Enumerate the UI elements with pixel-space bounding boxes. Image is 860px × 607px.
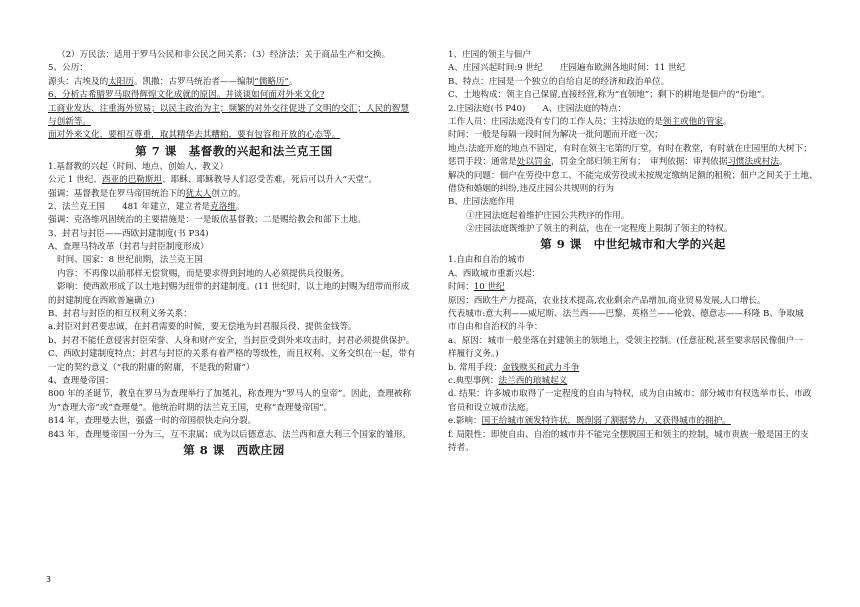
text-run: A、西欧城市重新兴起： xyxy=(448,268,541,279)
text-line xyxy=(448,157,818,167)
text-line xyxy=(448,403,818,413)
text-line xyxy=(448,90,818,100)
text-line xyxy=(448,296,818,306)
text-run: 的封建制度在西欧普遍确立) xyxy=(48,295,155,306)
text-run: 创立的。 xyxy=(211,188,246,199)
text-line xyxy=(48,322,420,332)
underlined-text: 西亚的巴勒斯坦 xyxy=(101,175,163,186)
text-line xyxy=(48,90,420,100)
text-line xyxy=(48,242,420,252)
text-line xyxy=(448,269,818,279)
text-run: 4、查理曼帝国： xyxy=(48,375,114,386)
text-line xyxy=(48,117,420,127)
text-run: 814 年，查理曼去世，强盛一时的帝国很快走向分裂。 xyxy=(48,416,257,427)
text-run: 2、法兰克王国 481 年建立，建立者是 xyxy=(48,201,211,212)
text-run: 持者。 xyxy=(448,442,474,453)
text-line xyxy=(48,77,420,87)
text-line xyxy=(48,215,420,225)
text-run: 3、封君与封臣——西欧封建制度(书 P34) xyxy=(48,228,209,239)
text-run: 官员和设立城市法庭。 xyxy=(448,402,534,413)
text-line xyxy=(48,175,420,185)
text-run: A、查理马特改革（封君与封臣制度形成） xyxy=(48,242,209,253)
text-run: 为“查理大帝”或“查理曼”。他统治时期的法兰克王国，史称“查理曼帝国”。 xyxy=(48,402,333,413)
text-line xyxy=(448,104,818,114)
text-run: 5、公历： xyxy=(48,63,88,74)
text-line xyxy=(48,50,420,60)
text-line xyxy=(48,363,420,373)
lesson-heading: 第 9 课 中世纪城市和大学的兴起 xyxy=(540,237,726,252)
text-run: e.影响： xyxy=(448,416,482,427)
text-line xyxy=(448,224,818,234)
text-line xyxy=(448,211,818,221)
text-run: 。 xyxy=(723,116,732,127)
underlined-text: 10 世纪 xyxy=(473,282,505,293)
text-run: 2.庄园法庭(书 P40) A、庄园法庭的特点： xyxy=(448,103,627,114)
text-run: ②庄园法庭既维护了领主的利益，也在一定程度上限制了领主的特权。 xyxy=(466,224,733,235)
text-run: 代表城市:意大利——威尼斯、法兰西——巴黎、英格兰——伦敦、德意志——科隆 B、争取城 xyxy=(448,309,804,320)
text-run: 。凯撒：古罗马统治者——编制 xyxy=(133,76,255,87)
underlined-text: 工商业发达、注重海外贸易；以民主政治为主；频繁的对外交往促进了文明的交汇；人民的智慧 xyxy=(48,103,409,114)
lesson-heading: 第 8 课 西欧庄园 xyxy=(183,442,285,457)
text-run: ，罚金全部归领主所有； 审判依据：审判依据 xyxy=(551,157,728,168)
text-line xyxy=(48,104,420,114)
text-run: 原因：西欧生产力提高，农业技术提高,农业剩余产品增加,商业贸易发展,人口增长。 xyxy=(448,295,766,306)
text-run: 时间： xyxy=(448,282,474,293)
text-line xyxy=(48,336,420,346)
text-line xyxy=(448,63,818,73)
text-run: A、庄园兴起时间:9 世纪 庄园遍布欧洲各地时间：11 世纪 xyxy=(448,63,686,74)
text-run: a.封臣对封君要忠诚，在封君需要的时候，要无偿地为封君服兵役、提供金钱等。 xyxy=(48,322,357,333)
text-run: 1、庄园的领主与佃户 xyxy=(448,50,531,60)
right-column xyxy=(448,50,818,456)
underlined-text: 克洛维 xyxy=(210,201,236,212)
text-run: 800 年的圣诞节，教皇在罗马为查理举行了加冕礼，称查理为“罗马人的皇帝”。因此，查理被称 xyxy=(48,389,412,400)
text-line xyxy=(448,130,818,140)
text-line xyxy=(48,229,420,239)
text-run: 地点:法庭开庭的地点不固定，有时在领主宅第的厅堂，有时在教堂，有时就在庄园里的大树下； xyxy=(448,143,812,154)
text-line xyxy=(448,144,818,154)
underlined-text: 太阳历 xyxy=(108,76,134,87)
text-line xyxy=(48,403,420,413)
text-run: 时间、国家：8 世纪前期，法兰克王国 xyxy=(57,255,203,266)
text-run: 借贷和婚姻的纠纷,违反庄园公共规则的行为 xyxy=(448,183,615,194)
text-line xyxy=(448,416,818,426)
text-line xyxy=(448,171,818,181)
text-line xyxy=(448,376,818,386)
text-run: 源头：古埃及的 xyxy=(48,76,109,87)
underlined-text: 金钱赎买和武力斗争 xyxy=(501,362,580,373)
text-run: 影响：使西欧形成了以土地封赐为纽带的封建制度。(11 世纪时，以土地的封赐为纽带而形成 xyxy=(57,282,410,293)
text-run: b、封君不能任意侵害封臣荣誉、人身和财产安全，当封臣受到外来攻击时，封君必须提供保护。 xyxy=(48,335,415,346)
underlined-text: 6、分析古希腊罗马取得辉煌文化成就的原因。并谈谈如何面对外来文化? xyxy=(48,90,325,101)
underlined-text: 与创新等。 xyxy=(48,116,91,127)
text-run: B、庄园法庭作用 xyxy=(448,197,515,208)
text-run: 强调：克洛维巩固统治的主要措施是：一是皈依基督教；二是赐给教会和部下土地。 xyxy=(48,215,366,226)
text-line xyxy=(448,336,818,346)
left-column xyxy=(48,50,420,461)
underlined-text: “儒略历” xyxy=(254,76,289,87)
text-line xyxy=(48,130,420,140)
text-line xyxy=(448,309,818,319)
text-run: 惩罚手段：通常是 xyxy=(448,157,517,168)
text-line xyxy=(448,349,818,359)
text-line xyxy=(448,443,818,453)
text-run: 、耶稣、耶稣教导人们忍受苦难，死后可以升入“天堂”。 xyxy=(162,175,378,186)
text-run: （2）万民法：适用于罗马公民和非公民之间关系；（3）经济法：关于商品生产和交换。 xyxy=(57,50,391,60)
text-run: 一定的契约意义（“我的附庸的附庸，不是我的附庸”） xyxy=(48,362,255,373)
text-line xyxy=(48,202,420,212)
underlined-text: 犹太人 xyxy=(185,188,212,199)
text-run: 1.基督教的兴起（时间、地点、创始人、教义） xyxy=(48,161,229,172)
underlined-text: 习惯法或村法 xyxy=(727,157,779,168)
text-line xyxy=(448,389,818,399)
text-run: C、土地构成：领主自己保留,直接经营,称为“直领地”；剩下的耕地是佃户的“份地”。 xyxy=(448,90,770,101)
text-run: 。 xyxy=(288,76,298,87)
text-line xyxy=(448,282,818,292)
text-line xyxy=(448,430,818,440)
text-line xyxy=(48,282,420,292)
text-line xyxy=(48,376,420,386)
text-line xyxy=(448,197,818,207)
text-line xyxy=(48,189,420,199)
text-run: a、原因：城市一般坐落在封建领主的领地上，受领主控制。(任意征税,甚至要求居民像佃户一 xyxy=(448,335,803,346)
text-line xyxy=(448,50,818,60)
text-run: 解决的问题：佃户在劳役中怠工、不能完成劳役或未按规定缴纳足额的租税；佃户之间关于土地、 xyxy=(448,170,818,181)
text-run: 强调：基督教是在罗马帝国统治下的 xyxy=(48,188,186,199)
text-line xyxy=(448,363,818,373)
text-run: 。 xyxy=(235,201,245,212)
text-run: 公元 1 世纪、 xyxy=(48,175,102,186)
underlined-text: 面对外来文化，要相互尊重，取其精华去其糟粕，要有包容和开放的心态等。 xyxy=(48,130,341,141)
lesson-heading: 第 7 课 基督教的兴起和法兰克王国 xyxy=(135,143,333,158)
text-line xyxy=(448,117,818,127)
text-line xyxy=(448,184,818,194)
text-run: 1.自由和自治的城市 xyxy=(448,255,525,266)
text-run: 843 年，查理曼帝国一分为三，互不隶属；成为以后德意志、法兰西和意大利三个国家的雏形。 xyxy=(48,429,411,440)
text-line xyxy=(448,77,818,87)
text-line xyxy=(48,255,420,265)
text-run: b. 常用手段： xyxy=(448,362,502,373)
text-run: 时间：一般是每隔一段时间为解决一批问题而开庭一次； xyxy=(448,130,663,141)
text-run: f. 局限性：即使自由、自治的城市并不能完全摆脱国王和领主的控制，城市贵族一般是国王的支 xyxy=(448,429,809,440)
text-run: 。 xyxy=(778,157,788,168)
text-line xyxy=(448,322,818,332)
text-run: 样履行义务。) xyxy=(448,349,499,360)
underlined-text: 领主或他的管家 xyxy=(662,116,724,127)
text-run: d. 结果：许多城市取得了一定程度的自由与特权，成为自由城市；部分城市有权选举市长、市政 xyxy=(448,389,812,400)
text-run: B、封君与封臣的相互权利义务关系： xyxy=(48,309,192,320)
text-line xyxy=(48,63,420,73)
text-run: 内容：不再像以前那样无偿赏赐，而是要求得到封地的人必须提供兵役服务。 xyxy=(57,268,350,279)
text-run: B、特点：庄园是一个独立的自给自足的经济和政治单位。 xyxy=(448,76,670,87)
underlined-text: 处以罚金 xyxy=(516,157,552,168)
text-line xyxy=(448,255,818,265)
text-line xyxy=(48,296,420,306)
text-line xyxy=(48,416,420,426)
text-line xyxy=(48,389,420,399)
underlined-text: 法兰西的琅城起义 xyxy=(498,375,568,386)
text-run: c.典型事例： xyxy=(448,375,499,386)
underlined-text: 国王给城市颁发特许状，既削弱了割据势力，又获得城市的拥护。 xyxy=(481,416,731,427)
text-run: ①庄园法庭起着维护庄园公共秩序的作用。 xyxy=(466,210,630,221)
page-number: 3 xyxy=(46,575,52,584)
text-line xyxy=(48,309,420,319)
text-run: 工作人员：庄园法庭没有专门的工作人员；主持法庭的是 xyxy=(448,116,663,127)
text-run: C、西欧封建制度特点：封君与封臣的关系有着严格的等级性，而且权利、义务交织在一起，带有 xyxy=(48,349,416,360)
text-line xyxy=(48,269,420,279)
text-run: 市自由和自治权的斗争： xyxy=(448,322,543,333)
text-line xyxy=(48,430,420,440)
text-line xyxy=(48,162,420,172)
text-line xyxy=(48,349,420,359)
